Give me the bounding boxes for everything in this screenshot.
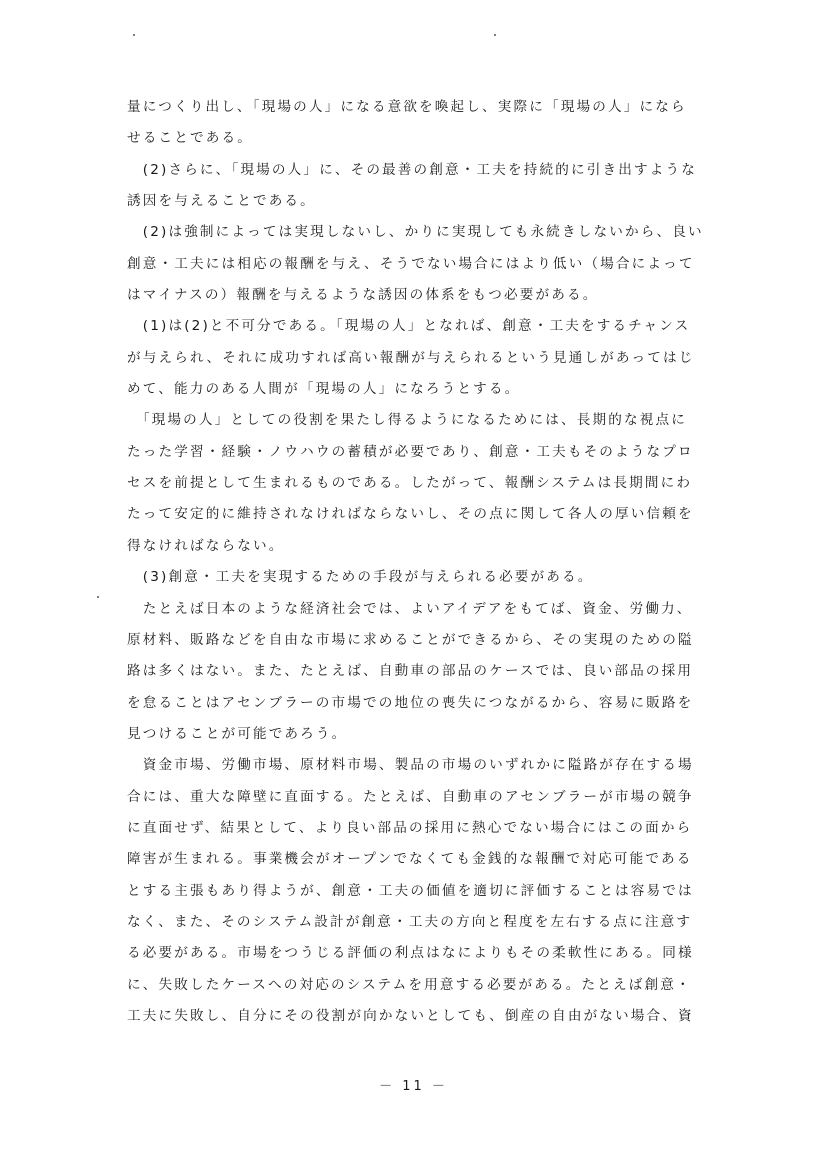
text-line: (2)さらに、「現場の人」に、その最善の創意・工夫を持続的に引き出すような — [127, 161, 697, 178]
text-line: たって安定的に維持されなければならないし、その点に関して各人の厚い信頼を — [127, 506, 694, 523]
text-line: セスを前提として生まれるものである。したがって、報酬システムは長期間にわ — [127, 475, 693, 492]
text-line: (2)は強制によっては実現しないし、かりに実現しても永続きしないから、良い — [127, 224, 704, 241]
text-line: に、失敗したケースへの対応のシステムを用意する必要がある。たとえば創意・ — [127, 976, 692, 993]
text-line: (1)は(2)と不可分である。「現場の人」となれば、創意・工夫をするチャンス — [127, 318, 691, 335]
text-line: 「現場の人」としての役割を果たし得るようになるためには、長期的な視点に — [127, 412, 687, 429]
text-line: はマイナスの）報酬を与えるような誘因の体系をもつ必要がある。 — [127, 287, 599, 304]
text-line: 量につくり出し、「現場の人」になる意欲を喚起し、実際に「現場の人」になら — [127, 99, 687, 115]
text-line: めて、能力のある人間が「現場の人」になろうとする。 — [127, 381, 521, 398]
text-line: 資金市場、労働市場、原材料市場、製品の市場のいずれかに隘路が存在する場 — [127, 757, 694, 774]
page-number: － 11 － — [379, 1079, 448, 1094]
text-line: (3)創意・工夫を実現するための手段が与えられる必要がある。 — [127, 569, 594, 586]
text-line: たとえば日本のような経済社会では、よいアイデアをもてば、資金、労働力、 — [127, 600, 693, 617]
text-line: 路は多くはない。また、たとえば、自動車の部品のケースでは、良い部品の採用 — [127, 663, 694, 680]
text-line: 障害が生まれる。事業機会がオープンでなくても金銭的な報酬で対応可能である — [127, 851, 693, 868]
text-line: せることである。 — [127, 130, 253, 147]
text-line: が与えられ、それに成功すれば高い報酬が与えられるという見通しがあってはじ — [127, 349, 695, 366]
text-line: を怠ることはアセンブラーの市場での地位の喪失につながるから、容易に販路を — [127, 694, 694, 711]
text-line: とする主張もあり得ようが、創意・工夫の価値を適切に評価することは容易では — [127, 882, 694, 899]
text-line: に直面せず、結果として、より良い部品の採用に熱心でない場合にはこの面から — [127, 819, 693, 836]
text-line: 原材料、販路などを自由な市場に求めることができるから、その実現のための隘 — [127, 631, 694, 648]
text-line: 合には、重大な障壁に直面する。たとえば、自動車のアセンブラーが市場の競争 — [127, 788, 694, 805]
scan-speck — [133, 34, 135, 36]
text-line: 見つけることが可能であろう。 — [127, 725, 348, 742]
text-line: る必要がある。市場をつうじる評価の利点はなによりもその柔軟性にある。同様 — [127, 945, 694, 962]
text-line: 誘因を与えることである。 — [127, 193, 316, 210]
scan-speck — [97, 596, 99, 598]
text-line: 創意・工夫には相応の報酬を与え、そうでない場合にはより低い（場合によって — [127, 255, 695, 272]
text-line: たった学習・経験・ノウハウの蓄積が必要であり、創意・工夫もそのようなプロ — [127, 443, 694, 460]
text-line: 得なければならない。 — [127, 537, 285, 554]
scan-speck — [494, 34, 496, 36]
text-line: なく、また、そのシステム設計が創意・工夫の方向と程度を左右する点に注意す — [127, 913, 693, 930]
body-text — [127, 92, 719, 1032]
text-line: 工夫に失敗し、自分にその役割が向かないとしても、倒産の自由がない場合、資 — [127, 1007, 694, 1024]
